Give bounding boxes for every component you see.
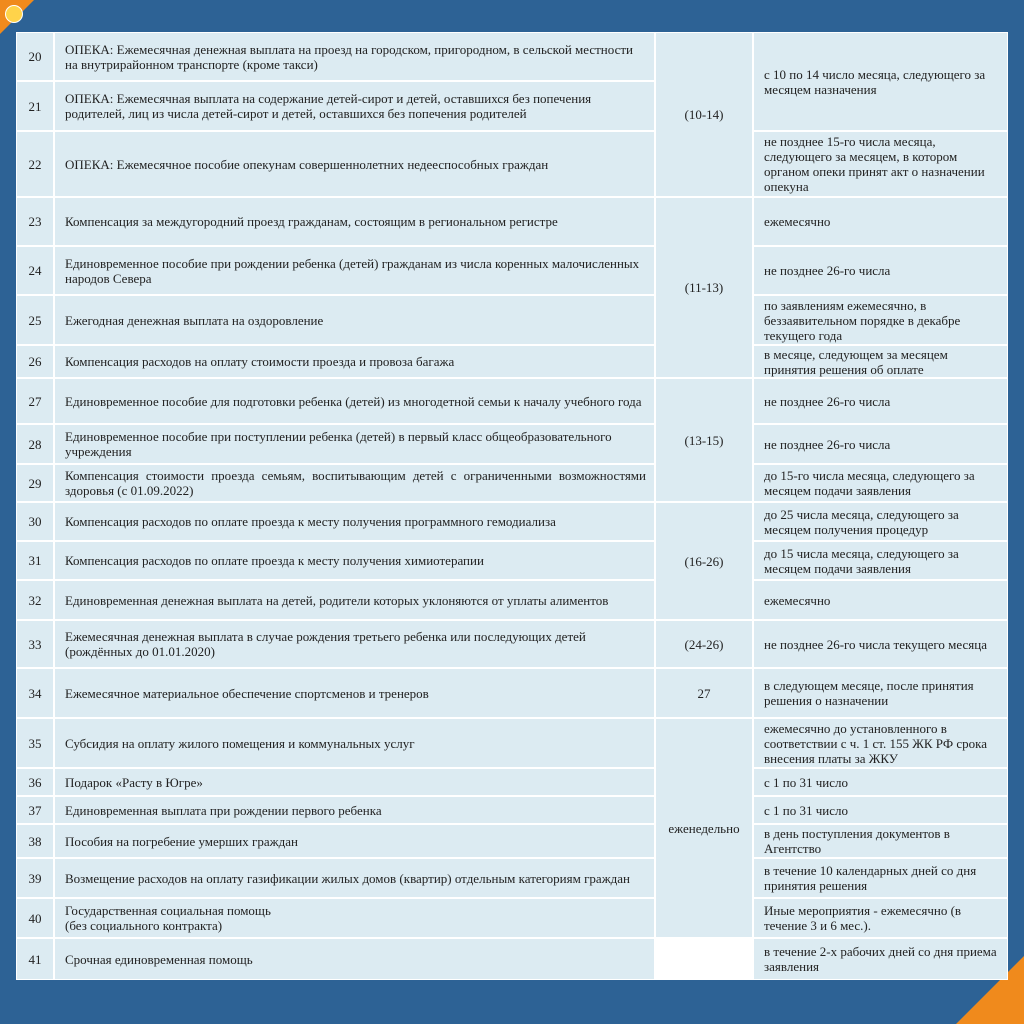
row-number — [16, 938, 54, 980]
row-description — [54, 502, 655, 541]
row-description-text: Единовременная денежная выплата на детей, родители которых уклоняются от уплаты алиментов — [65, 592, 609, 608]
row-number — [16, 81, 54, 131]
row-number-text: 34 — [28, 685, 42, 701]
payment-term — [753, 668, 1008, 718]
row-number-text: 32 — [28, 592, 42, 608]
payment-period — [655, 668, 753, 718]
row-description — [54, 898, 655, 938]
row-number — [16, 668, 54, 718]
payment-period-text: еженедельно — [668, 820, 740, 836]
payment-period-text: (24-26) — [684, 636, 724, 652]
payment-term — [753, 345, 1008, 378]
row-description — [54, 668, 655, 718]
payment-term — [753, 541, 1008, 580]
row-description-text: ОПЕКА: Ежемесячное пособие опекунам совершеннолетних недееспособных граждан — [65, 156, 549, 172]
payment-period — [655, 502, 753, 620]
row-description — [54, 295, 655, 345]
payment-term-text: не позднее 15-го числа месяца, следующего за месяцем, в котором органом опеки принят акт о назначении опекуна — [764, 134, 985, 194]
row-number-text: 36 — [28, 774, 42, 790]
row-number-text: 24 — [28, 263, 42, 278]
row-description — [54, 378, 655, 424]
row-description — [54, 464, 655, 502]
row-description-text: Срочная единовременная помощь — [65, 951, 253, 967]
payment-term-text: с 1 по 31 число — [764, 802, 848, 818]
payment-term-text: Иные мероприятия - ежемесячно (в течение 3 и 6 мес.). — [764, 903, 962, 933]
row-number-text: 29 — [28, 475, 42, 491]
row-description-text: ОПЕКА: Ежемесячная выплата на содержание детей-сирот и детей, оставшихся без попечения родителей, лиц из числа детей-сирот и детей, оставшихся без попечения родителей — [65, 91, 592, 121]
row-number-text: 30 — [28, 514, 42, 529]
row-description-text: Единовременное пособие для подготовки ребенка (детей) из многодетной семьи к началу учебного года — [65, 393, 642, 409]
payment-period-text: (11-13) — [684, 280, 724, 295]
row-number — [16, 824, 54, 858]
payment-term-text: ежемесячно — [764, 592, 831, 608]
row-number-text: 31 — [28, 553, 42, 568]
row-description — [54, 718, 655, 768]
row-number-text: 38 — [28, 833, 42, 849]
row-description — [54, 580, 655, 620]
payment-period-text: 27 — [697, 685, 711, 701]
payment-term-text: в день поступления документов в Агентство — [764, 826, 950, 856]
row-description — [54, 541, 655, 580]
row-number — [16, 541, 54, 580]
row-description-text: Возмещение расходов на оплату газификации жилых домов (квартир) отдельным категориям граждан — [65, 870, 631, 886]
payment-term-text: ежемесячно — [764, 214, 831, 229]
row-description-text: Ежемесячное материальное обеспечение спортсменов и тренеров — [65, 685, 429, 701]
payment-term-text: в месяце, следующем за месяцем принятия решения об оплате — [764, 346, 948, 377]
row-number — [16, 131, 54, 197]
payment-term — [753, 620, 1008, 668]
row-description — [54, 796, 655, 824]
row-number — [16, 464, 54, 502]
row-description — [54, 938, 655, 980]
payment-term-text: в течение 10 календарных дней со дня принятия решения — [764, 863, 977, 893]
payment-term-text: с 1 по 31 число — [764, 774, 848, 790]
row-description-text: Пособия на погребение умерших граждан — [65, 833, 298, 849]
row-number — [16, 580, 54, 620]
payment-term — [753, 768, 1008, 796]
payment-term — [753, 424, 1008, 464]
payment-term — [753, 378, 1008, 424]
payment-term-text: с 10 по 14 число месяца, следующего за месяцем назначения — [764, 66, 986, 97]
payment-term — [753, 938, 1008, 980]
row-number — [16, 345, 54, 378]
row-description — [54, 32, 655, 81]
payment-period — [655, 718, 753, 938]
row-number-text: 23 — [28, 214, 42, 229]
row-description-text: Компенсация стоимости проезда семьям, воспитывающим детей с ограниченными возможностями здоровья (с 01.09.2022) — [65, 468, 646, 498]
payment-term-text: в следующем месяце, после принятия решения о назначении — [764, 678, 974, 708]
row-description — [54, 81, 655, 131]
row-description-text: Компенсация расходов по оплате проезда к месту получения программного гемодиализа — [65, 514, 556, 529]
payment-term-text: до 15 числа месяца, следующего за месяцем подачи заявления — [764, 545, 959, 576]
payment-schedule-table — [16, 32, 1008, 980]
row-description-text: Единовременная выплата при рождении первого ребенка — [65, 802, 382, 818]
row-number — [16, 424, 54, 464]
payment-term — [753, 197, 1008, 246]
row-description-text: Единовременное пособие при поступлении ребенка (детей) в первый класс общеобразовательного учреждения — [65, 429, 612, 459]
row-number — [16, 796, 54, 824]
row-description — [54, 131, 655, 197]
payment-term — [753, 502, 1008, 541]
row-description-text: ОПЕКА: Ежемесячная денежная выплата на проезд на городском, пригородном, в сельской местности на внутрирайонном транспорте (кроме такси) — [65, 41, 633, 72]
row-description-text: Субсидия на оплату жилого помещения и коммунальных услуг — [65, 735, 415, 751]
payment-period — [655, 378, 753, 502]
row-number-text: 28 — [28, 436, 42, 452]
payment-term — [753, 718, 1008, 768]
payment-term-text: в течение 2-х рабочих дней со дня приема заявления — [764, 944, 997, 974]
row-number — [16, 718, 54, 768]
row-number-text: 33 — [28, 636, 42, 652]
row-number-text: 40 — [28, 910, 42, 926]
payment-term — [753, 796, 1008, 824]
row-description — [54, 824, 655, 858]
payment-term-text: до 25 числа месяца, следующего за месяцем получения процедур — [764, 506, 959, 537]
row-description — [54, 246, 655, 295]
payment-period-text: (10-14) — [684, 107, 724, 122]
payment-term-text: не позднее 26-го числа — [764, 436, 891, 452]
row-description — [54, 768, 655, 796]
row-description-text: Единовременное пособие при рождении ребенка (детей) гражданам из числа коренных малочисленных народов Севера — [65, 255, 640, 286]
row-number — [16, 295, 54, 345]
payment-period-text: (16-26) — [684, 553, 724, 569]
payment-term-text: до 15-го числа месяца, следующего за месяцем подачи заявления — [764, 468, 975, 498]
payment-term-text: по заявлениям ежемесячно, в беззаявительном порядке в декабре текущего года — [764, 297, 961, 343]
row-description-text: Ежегодная денежная выплата на оздоровление — [65, 312, 324, 328]
row-number-text: 41 — [28, 951, 42, 967]
payment-term — [753, 246, 1008, 295]
payment-term-text: не позднее 26-го числа — [764, 393, 891, 409]
row-number — [16, 620, 54, 668]
row-number — [16, 768, 54, 796]
payment-term — [753, 580, 1008, 620]
row-description — [54, 197, 655, 246]
row-description-text: Ежемесячная денежная выплата в случае рождения третьего ребенка или последующих детей (рождённых до 01.01.2020) — [65, 629, 586, 659]
row-number — [16, 858, 54, 898]
row-description — [54, 424, 655, 464]
payment-term-text: не позднее 26-го числа — [764, 263, 891, 278]
row-number-text: 22 — [28, 156, 42, 172]
row-description-text: Государственная социальная помощь (без социального контракта) — [65, 903, 271, 933]
payment-term — [753, 858, 1008, 898]
row-description-text: Подарок «Расту в Югре» — [65, 774, 203, 790]
row-number — [16, 898, 54, 938]
row-description — [54, 345, 655, 378]
payment-period — [655, 197, 753, 378]
payment-term — [753, 898, 1008, 938]
row-description — [54, 858, 655, 898]
row-description-text: Компенсация за междугородний проезд гражданам, состоящим в региональном регистре — [65, 214, 558, 229]
payment-term — [753, 32, 1008, 131]
payment-period — [655, 620, 753, 668]
row-number — [16, 197, 54, 246]
row-number — [16, 246, 54, 295]
logo-icon — [5, 5, 23, 23]
row-number-text: 35 — [28, 735, 42, 751]
payment-term — [753, 824, 1008, 858]
row-number-text: 39 — [28, 870, 42, 886]
payment-period-text: (13-15) — [684, 432, 724, 448]
payment-term-text: не позднее 26-го числа текущего месяца — [764, 636, 987, 652]
row-description-text: Компенсация расходов на оплату стоимости проезда и провоза багажа — [65, 354, 455, 369]
row-number — [16, 32, 54, 81]
row-number-text: 37 — [28, 802, 42, 818]
row-description-text: Компенсация расходов по оплате проезда к месту получения химиотерапии — [65, 553, 484, 568]
row-number-text: 27 — [28, 393, 42, 409]
row-number — [16, 502, 54, 541]
payment-term-text: ежемесячно до установленного в соответствии с ч. 1 ст. 155 ЖК РФ срока внесения платы за ЖКУ — [764, 720, 987, 766]
payment-period — [655, 32, 753, 197]
row-number-text: 21 — [28, 98, 42, 114]
row-number-text: 20 — [28, 49, 42, 64]
payment-term — [753, 131, 1008, 197]
payment-term — [753, 464, 1008, 502]
payment-term — [753, 295, 1008, 345]
row-number-text: 26 — [28, 354, 42, 369]
row-number-text: 25 — [28, 312, 42, 328]
row-number — [16, 378, 54, 424]
row-description — [54, 620, 655, 668]
